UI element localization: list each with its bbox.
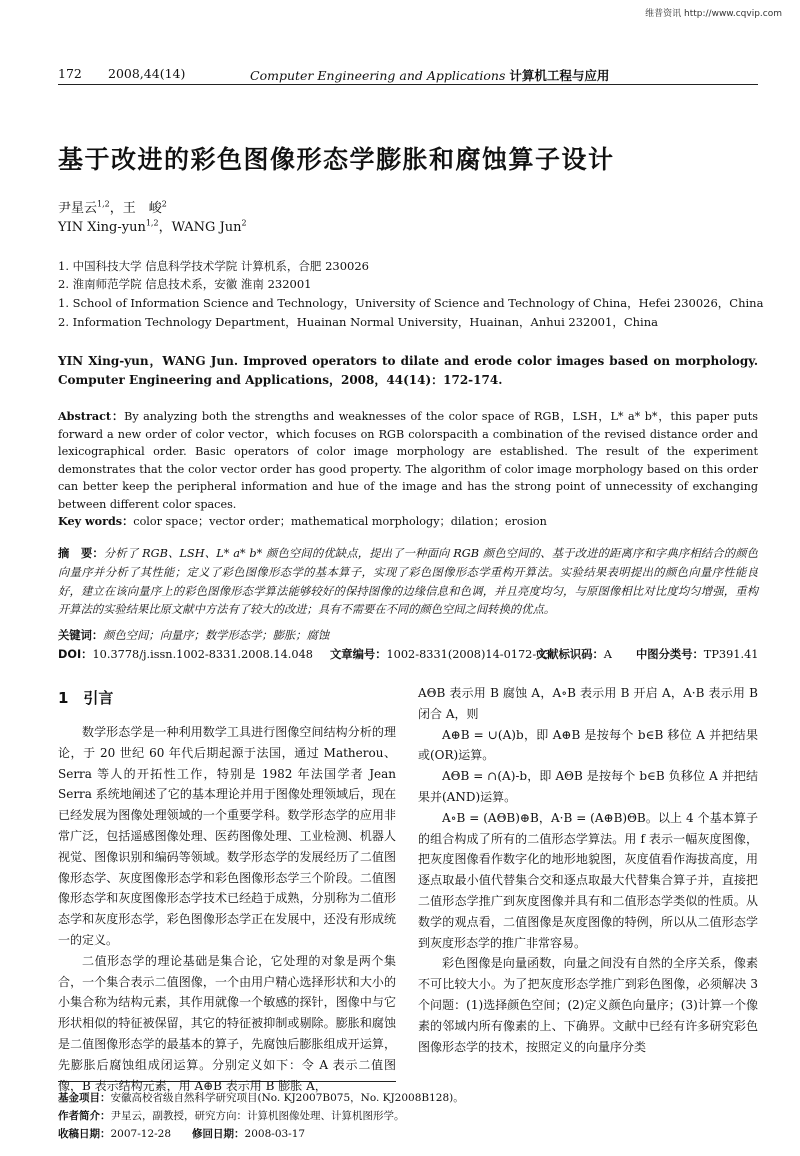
doi-line: [58, 646, 758, 662]
author-1-cn: 尹星云: [58, 201, 98, 216]
footnote-fund: [58, 1090, 464, 1105]
class-number-value: TP391.41: [703, 648, 759, 661]
right-paragraph-2: A∘B = (AΘB)⊕B，A·B = (A⊕B)ΘB。以上 4 个基本算子的组合构成了所有的二值形态学算法。用 f 表示一幅灰度图像，把灰度图像看作数字化的地形地貌图，灰度值看作海拔高度，用逐点取最小值代替集合交和逐点取最大代替集合算子并，直接把二值形态学推广到灰度图像并具有和二值形态学类似的性质。从数学的观点看，二值图像是灰度图像的特例，所以从二值形态学到灰度形态学的推广非常容易。: [418, 810, 758, 950]
doi-label: DOI：: [58, 648, 93, 661]
article-number-value: 1002-8331(2008)14-0172-03: [386, 648, 551, 661]
formula-dilation: A⊕B = ∪(A)b，即 A⊕B 是按每个 b∈B 移位 A 并把结果或(OR)运算。: [418, 727, 758, 763]
affiliation-2-en: 2. Information Technology Department，Huainan Normal University，Huainan，Anhui 232001，China: [58, 315, 658, 329]
footnote-author: [58, 1108, 405, 1123]
author-2-cn-affil: 2: [161, 199, 167, 209]
doc-code: [536, 646, 612, 662]
keywords-label: Key words：: [58, 514, 134, 528]
abstract-cn: [58, 545, 758, 620]
revised-date: 2008-03-17: [244, 1128, 306, 1140]
journal-name-cn: 计算机工程与应用: [509, 68, 610, 83]
citation: YIN Xing-yun，WANG Jun. Improved operators to dilate and erode color images based on morphology. Computer Engineering and Applications，2008，44(14)：172-174.: [58, 354, 758, 387]
article-number: [330, 646, 551, 662]
journal-name-en: Computer Engineering and Applications: [250, 68, 506, 83]
abstract-cn-label: 摘 要：: [58, 547, 104, 560]
paper-title: 基于改进的彩色图像形态学膨胀和腐蚀算子设计: [58, 145, 615, 174]
left-paragraph-2: 二值形态学的理论基础是集合论，它处理的对象是两个集合，一个集合表示二值图像，一个由用户精心选择形状和大小的小集合称为结构元素，其作用就像一个敏感的探针，图像中与它形状相似的特征被保留，其它的特征被抑制或剔除。膨胀和腐蚀是二值图像形态学的最基本的算子，先腐蚀后膨胀组成开运算，先膨胀后腐蚀组成闭运算。分别定义如下：令 A 表示二值图像，B 表示结构元素，用 A⊕B 表示用 B 膨胀 A，: [58, 953, 396, 1093]
affiliation-2-cn: 2. 淮南师范学院 信息技术系，安徽 淮南 232001: [58, 277, 312, 291]
section-heading-intro: 1 引言: [58, 689, 114, 707]
abstract-cn-text: 分析了 RGB、LSH、L* a* b* 颜色空间的优缺点，提出了一种面向 RGB 颜色空间的、基于改进的距离序和字典序相结合的颜色向量序并分析了其性能；定义了彩色图像形态学的基本算子，实现了彩色图像形态学重构开算法。实验结果表明提出的颜色向量序性能良好，建立在该向量序上的彩色图像形态学算法能够较好的保持图像的边缘信息和色调，并且亮度均匀，与原图像相比对比度均匀增强，重构开算法的实验结果比原文献中方法有了较大的改进；具有不需要在不同的颜色空间之间转换的优点。: [58, 547, 758, 617]
article-number-label: 文章编号：: [330, 648, 387, 661]
author-2-en-affil: 2: [241, 218, 247, 228]
page-number: 172: [58, 66, 82, 81]
keywords-cn-label: 关键词：: [58, 629, 104, 642]
keywords-en: [58, 513, 758, 529]
author-1-en-affil: 1,2: [145, 218, 159, 228]
abstract-en: [58, 408, 758, 513]
class-number-label: 中图分类号：: [636, 648, 704, 661]
received-label: 收稿日期：: [58, 1128, 111, 1140]
left-paragraph-1: 数学形态学是一种利用数学工具进行图像空间结构分析的理论，于 20 世纪 60 年代后期起源于法国，通过 Matherou、Serra 等人的开拓性工作，特别是 1982 年法国学者 Jean Serra 系统地阐述了它的基本理论并用于图像处理领域后，现在已经发展为图像处理领域的一个重要学科。数学形态学的应用非常广泛，包括遥感图像处理、医药图像处理、工业检测、机器人视觉、图像识别和编码等领域。数学形态学的发展经历了二值图像形态学、灰度图像形态学和彩色图像形态学三个阶段。二值图像形态学和灰度图像形态学技术已经趋于成熟，分别称为二值形态学和灰度形态学，彩色图像形态学正在发展中，还没有形成统一的定义。: [58, 725, 396, 947]
keywords-cn-text: 颜色空间；向量序；数学形态学；膨胀；腐蚀: [103, 629, 330, 642]
received-date: 2007-12-28: [110, 1128, 172, 1140]
volume-info: 2008,44(14): [108, 66, 186, 81]
fund-text: 安徽高校省级自然科学研究项目(No. KJ2007B075，No. KJ2008B128)。: [110, 1092, 464, 1104]
revised-label: 修回日期：: [192, 1128, 245, 1140]
affiliation-1-cn: 1. 中国科技大学 信息科学技术学院 计算机系，合肥 230026: [58, 259, 369, 273]
author-sep-cn: ，: [109, 201, 123, 216]
author-1-en: YIN Xing-yun: [58, 220, 146, 235]
doc-code-value: A: [603, 648, 612, 661]
authors-en: [58, 216, 247, 235]
affiliation-1-en: 1. School of Information Science and Technology，University of Science and Technology of China，Hefei 230026，China: [58, 296, 764, 310]
footnote-rule: [58, 1081, 396, 1082]
doi: [58, 648, 313, 661]
author-bio-label: 作者简介：: [58, 1110, 111, 1122]
journal-name: [250, 66, 609, 84]
abstract-label: Abstract：: [58, 409, 125, 423]
author-bio-text: 尹星云，副教授，研究方向：计算机图像处理、计算机图形学。: [110, 1110, 405, 1122]
abstract-text: By analyzing both the strengths and weaknesses of the color space of RGB，LSH，L* a* b*，this paper puts forward a new order of color vector，which focuses on RGB colorspacith a combination of the revised distance order and lexicographical order. Basic operators of color image morphology are established. The result of the experiment demonstrates that the color vector order has good property. The algorithm of color image morphology based on this order can better keep the peripheral information and hue of the image and has the strong point of unnecessity of exchanging between different color spaces.: [58, 410, 759, 511]
footnote-dates: [58, 1126, 305, 1141]
right-paragraph-3: 彩色图像是向量函数，向量之间没有自然的全序关系，像素不可比较大小。为了把灰度形态学推广到彩色图像，必须解决 3 个问题：(1)选择颜色空间；(2)定义颜色向量序；(3)计算一个像素的邻域内所有像素的上、下确界。文献中已经有许多研究彩色图像形态学的技术，按照定义的向量序分类: [418, 956, 758, 1054]
left-column: [58, 702, 396, 1096]
authors-cn: [58, 197, 167, 216]
formula-erosion: AΘB = ∩(A)-b，即 AΘB 是按每个 b∈B 负移位 A 并把结果并(AND)运算。: [418, 769, 758, 804]
author-1-cn-affil: 1,2: [97, 199, 110, 209]
author-2-cn: 王 峻: [122, 201, 162, 216]
keywords-cn: [58, 627, 758, 643]
doi-value: 10.3778/j.issn.1002-8331.2008.14.048: [92, 648, 313, 661]
right-column: [418, 683, 758, 1057]
fund-label: 基金项目：: [58, 1092, 111, 1104]
watermark: 维普资讯 http://www.cqvip.com: [645, 9, 782, 19]
right-paragraph-1: AΘB 表示用 B 腐蚀 A，A∘B 表示用 B 开启 A，A·B 表示用 B 闭合 A，则: [418, 686, 758, 721]
doc-code-label: 文献标识码：: [536, 648, 604, 661]
author-2-en: WANG Jun: [171, 220, 242, 235]
author-sep-en: ，: [158, 220, 172, 235]
header-rule: [58, 84, 758, 85]
keywords-text: color space；vector order；mathematical morphology；dilation；erosion: [133, 515, 547, 528]
class-number: [636, 646, 758, 662]
